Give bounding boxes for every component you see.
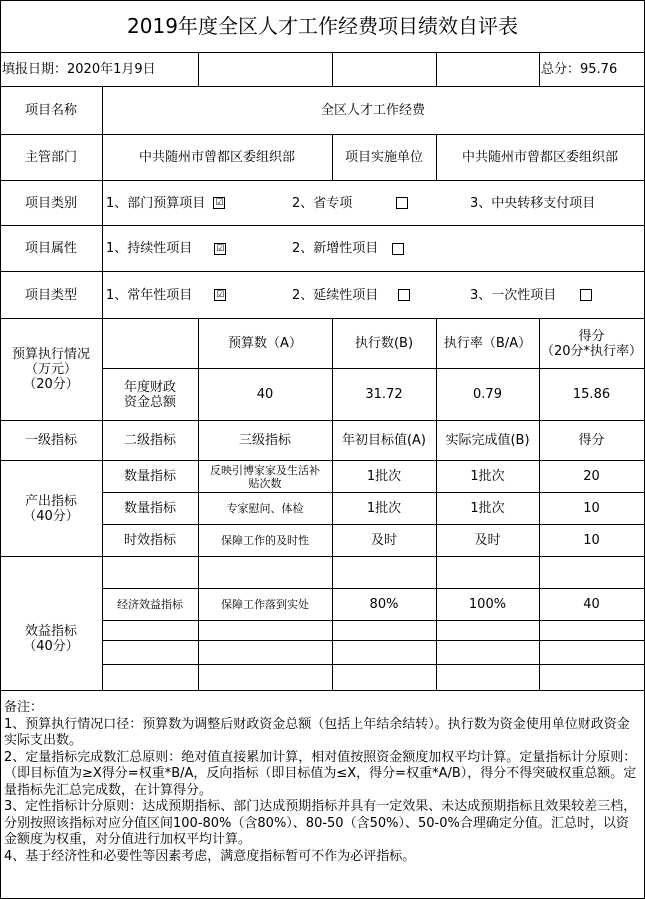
checkbox-icon[interactable] bbox=[396, 197, 408, 209]
budget-col-header: 预算数（A） bbox=[228, 336, 302, 351]
option-text: 2、新增性项目 bbox=[292, 241, 379, 256]
category-option-3 bbox=[466, 181, 644, 225]
table-row-score: 10 bbox=[583, 501, 600, 516]
fill-date: 填报日期：2020年1月9日 bbox=[2, 62, 156, 77]
exec-value: 31.72 bbox=[365, 387, 403, 402]
budget-label: 预算执行情况 （万元） （20分） bbox=[11, 347, 90, 392]
project-name-label: 项目名称 bbox=[24, 103, 77, 118]
option-text: 1、常年性项目 bbox=[106, 287, 193, 303]
attribute-option-1 bbox=[102, 226, 282, 271]
category-option-1 bbox=[102, 181, 282, 225]
option-text: 1、持续性项目 bbox=[106, 241, 193, 256]
table-row-l2: 数量指标 bbox=[123, 469, 176, 484]
option-text: 2、延续性项目 bbox=[292, 287, 379, 303]
checkbox-icon[interactable] bbox=[580, 289, 592, 301]
type-option-2 bbox=[288, 272, 448, 318]
checkbox-icon[interactable] bbox=[398, 289, 410, 301]
dept-value: 中共随州市曾都区委组织部 bbox=[138, 150, 295, 165]
level1-header: 一级指标 bbox=[24, 433, 77, 448]
table-row-l2: 时效指标 bbox=[123, 533, 176, 548]
table-row-l2: 数量指标 bbox=[123, 501, 176, 516]
rule bbox=[102, 664, 645, 665]
table-row-actual: 1批次 bbox=[470, 469, 505, 484]
checkbox-checked-icon[interactable]: ☑ bbox=[215, 198, 224, 208]
option-text: 1、部门预算项目 bbox=[106, 195, 206, 211]
project-name: 全区人才工作经费 bbox=[320, 103, 425, 118]
table-row-score: 10 bbox=[583, 533, 600, 548]
table-row-actual: 及时 bbox=[474, 533, 501, 548]
level2-header: 二级指标 bbox=[123, 433, 176, 448]
impl-label: 项目实施单位 bbox=[344, 150, 423, 165]
attribute-label: 项目属性 bbox=[24, 241, 77, 256]
attribute-option-2 bbox=[288, 226, 448, 271]
type-label: 项目类型 bbox=[24, 287, 77, 303]
fiscal-total-label: 年度财政 资金总额 bbox=[123, 379, 176, 410]
category-option-2 bbox=[288, 181, 448, 225]
table-row-target: 及时 bbox=[370, 533, 397, 548]
benefit-indicator-label: 效益指标 （40分） bbox=[23, 623, 79, 654]
table-row-target: 1批次 bbox=[366, 469, 402, 484]
exec-col-header: 执行数(B) bbox=[354, 336, 414, 351]
total-score: 总分：95.76 bbox=[541, 62, 618, 77]
rule bbox=[198, 52, 199, 86]
table-row-l3: 保障工作落到实处 bbox=[221, 598, 309, 611]
form-title: 2019年度全区人才工作经费项目绩效自评表 bbox=[127, 14, 518, 38]
output-indicator-label: 产出指标 （40分） bbox=[23, 493, 79, 524]
type-option-1 bbox=[102, 272, 282, 318]
rule bbox=[436, 52, 437, 86]
budget-score-value: 15.86 bbox=[572, 387, 611, 402]
rate-value: 0.79 bbox=[473, 387, 502, 402]
option-text: 3、中央转移支付项目 bbox=[470, 195, 596, 211]
type-option-3 bbox=[466, 272, 644, 318]
rule bbox=[332, 52, 333, 86]
actual-header: 实际完成值(B) bbox=[445, 433, 530, 448]
table-row-actual: 100% bbox=[468, 597, 507, 612]
notes: 备注： 1、预算执行情况口径：预算数为调整后财政资金总额（包括上年结余结转）。执行数为资金使用单位财政资金实际支出数。 2、定量指标完成数汇总原则：绝对值直接累加计算，相对值按照资金额度加权平均计算。定量指标计分原则：（即目标值为≥X得分=权重*B/A，反向指标（即目标值为≤X，得分=权重*A/B），得分不得突破权重总额。定量指标先汇总完成数，在计算得分。 3、定性指标计分原则：达成预期指标、部门达成预期指标并具有一定效果、未达成预期指标且效果较差三档，分别按照该指标对应分值区间100-80%（含80%）、80-50（含50%）、50-0%合理确定分值。汇总时，以资金额度为权重，对分值进行加权平均计算。 4、基于经济性和必要性等因素考虑，满意度指标暂可不作为必评指标。 bbox=[4, 700, 637, 864]
table-row-l3: 反映引博家家及生活补贴次数 bbox=[210, 463, 320, 490]
table-row-target: 1批次 bbox=[366, 501, 402, 516]
table-row-actual: 1批次 bbox=[470, 501, 505, 516]
table-row-target: 80% bbox=[369, 597, 399, 612]
option-text: 3、一次性项目 bbox=[470, 287, 557, 303]
category-label: 项目类别 bbox=[24, 195, 77, 211]
rate-col-header: 执行率（B/A） bbox=[443, 336, 532, 351]
checkbox-checked-icon[interactable]: ☑ bbox=[216, 290, 225, 300]
level3-header: 三级指标 bbox=[238, 433, 291, 448]
rule bbox=[0, 690, 645, 691]
table-row-score: 40 bbox=[583, 597, 600, 612]
impl-value: 中共随州市曾都区委组织部 bbox=[461, 150, 618, 165]
rule bbox=[102, 640, 645, 641]
checkbox-checked-icon[interactable]: ☑ bbox=[216, 243, 225, 254]
score-header: 得分 bbox=[578, 433, 605, 448]
score-col-header: 得分 （20分*执行率） bbox=[540, 328, 643, 359]
target-header: 年初目标值(A) bbox=[341, 433, 427, 448]
table-row-l3: 专家慰问、体检 bbox=[226, 502, 304, 515]
table-row-score: 20 bbox=[583, 469, 600, 484]
rule bbox=[102, 620, 645, 621]
table-row-l2: 经济效益指标 bbox=[117, 598, 183, 611]
budget-value: 40 bbox=[256, 387, 274, 402]
checkbox-icon[interactable] bbox=[392, 243, 404, 255]
dept-label: 主管部门 bbox=[24, 150, 77, 165]
option-text: 2、省专项 bbox=[292, 195, 353, 211]
table-row-l3: 保障工作的及时性 bbox=[221, 534, 309, 547]
